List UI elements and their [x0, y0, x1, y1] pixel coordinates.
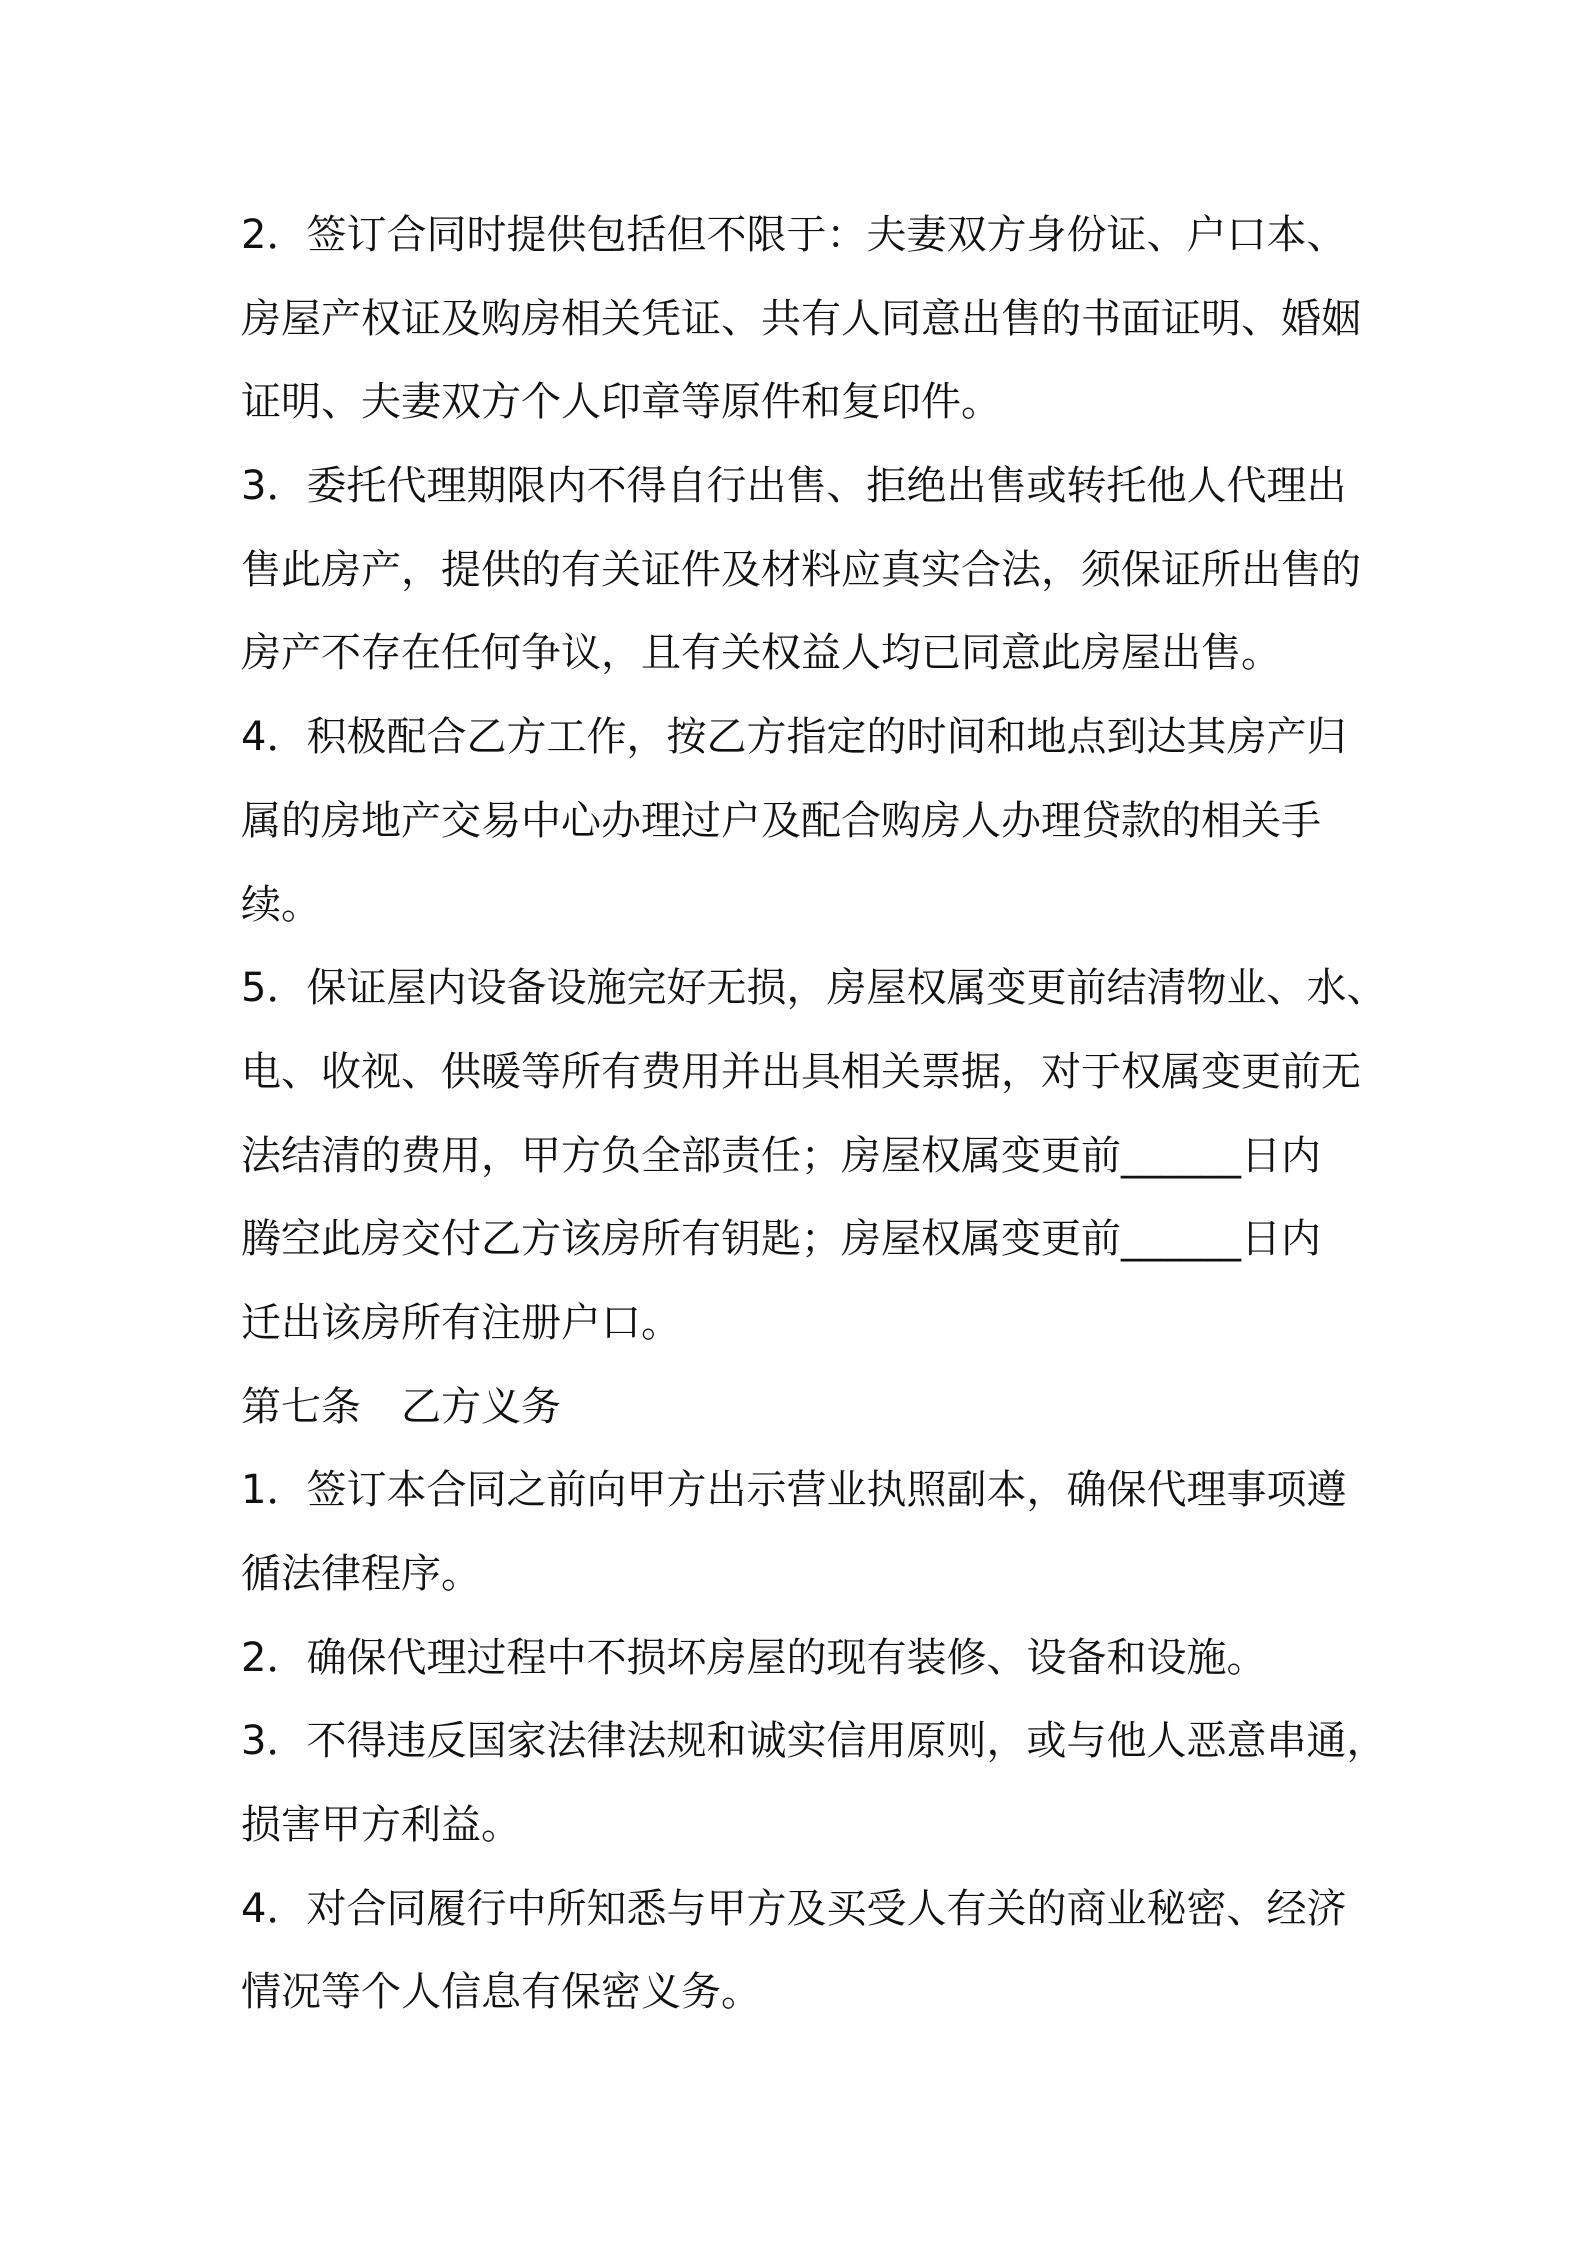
text-line: 电、收视、供暖等所有费用并出具相关票据，对于权属变更前无 [241, 1048, 1361, 1095]
text-line: 4．积极配合乙方工作，按乙方指定的时间和地点到达其房产归 [241, 714, 1347, 761]
text-line: 售此房产，提供的有关证件及材料应真实合法，须保证所出售的 [241, 546, 1361, 593]
text-line: 房屋产权证及购房相关凭证、共有人同意出售的书面证明、婚姻 [241, 295, 1361, 342]
text-line: 5．保证屋内设备设施完好无损，房屋权属变更前结清物业、水、 [241, 965, 1387, 1012]
text-line: 2．签订合同时提供包括但不限于：夫妻双方身份证、户口本、 [241, 212, 1347, 258]
text-line: 1．签订本合同之前向甲方出示营业执照副本，确保代理事项遵 [241, 1467, 1347, 1514]
text-line: 属的房地产交易中心办理过户及配合购房人办理贷款的相关手 [241, 797, 1321, 844]
text-line: 3．不得违反国家法律法规和诚实信用原则，或与他人恶意串通， [241, 1718, 1387, 1765]
text-line: 循法律程序。 [241, 1551, 481, 1597]
text-line: 2．确保代理过程中不损坏房屋的现有装修、设备和设施。 [241, 1634, 1267, 1681]
text-line: 房产不存在任何争议，且有关权益人均已同意此房屋出售。 [241, 630, 1281, 677]
text-line: 证明、夫妻双方个人印章等原件和复印件。 [241, 379, 1001, 426]
text-line: 法结清的费用，甲方负全部责任；房屋权属变更前______日内 [241, 1132, 1321, 1179]
text-line: 腾空此房交付乙方该房所有钥匙；房屋权属变更前______日内 [241, 1216, 1321, 1263]
text-line: 损害甲方利益。 [241, 1802, 521, 1849]
text-line: 3．委托代理期限内不得自行出售、拒绝出售或转托他人代理出 [241, 463, 1347, 510]
document-body [241, 194, 1387, 2035]
text-line: 情况等个人信息有保密义务。 [241, 1969, 761, 2016]
section-heading: 第七条 乙方义务 [241, 1383, 561, 1430]
text-line: 4．对合同履行中所知悉与甲方及买受人有关的商业秘密、经济 [241, 1885, 1347, 1932]
text-line: 迁出该房所有注册户口。 [241, 1299, 681, 1346]
text-line: 续。 [241, 881, 321, 928]
